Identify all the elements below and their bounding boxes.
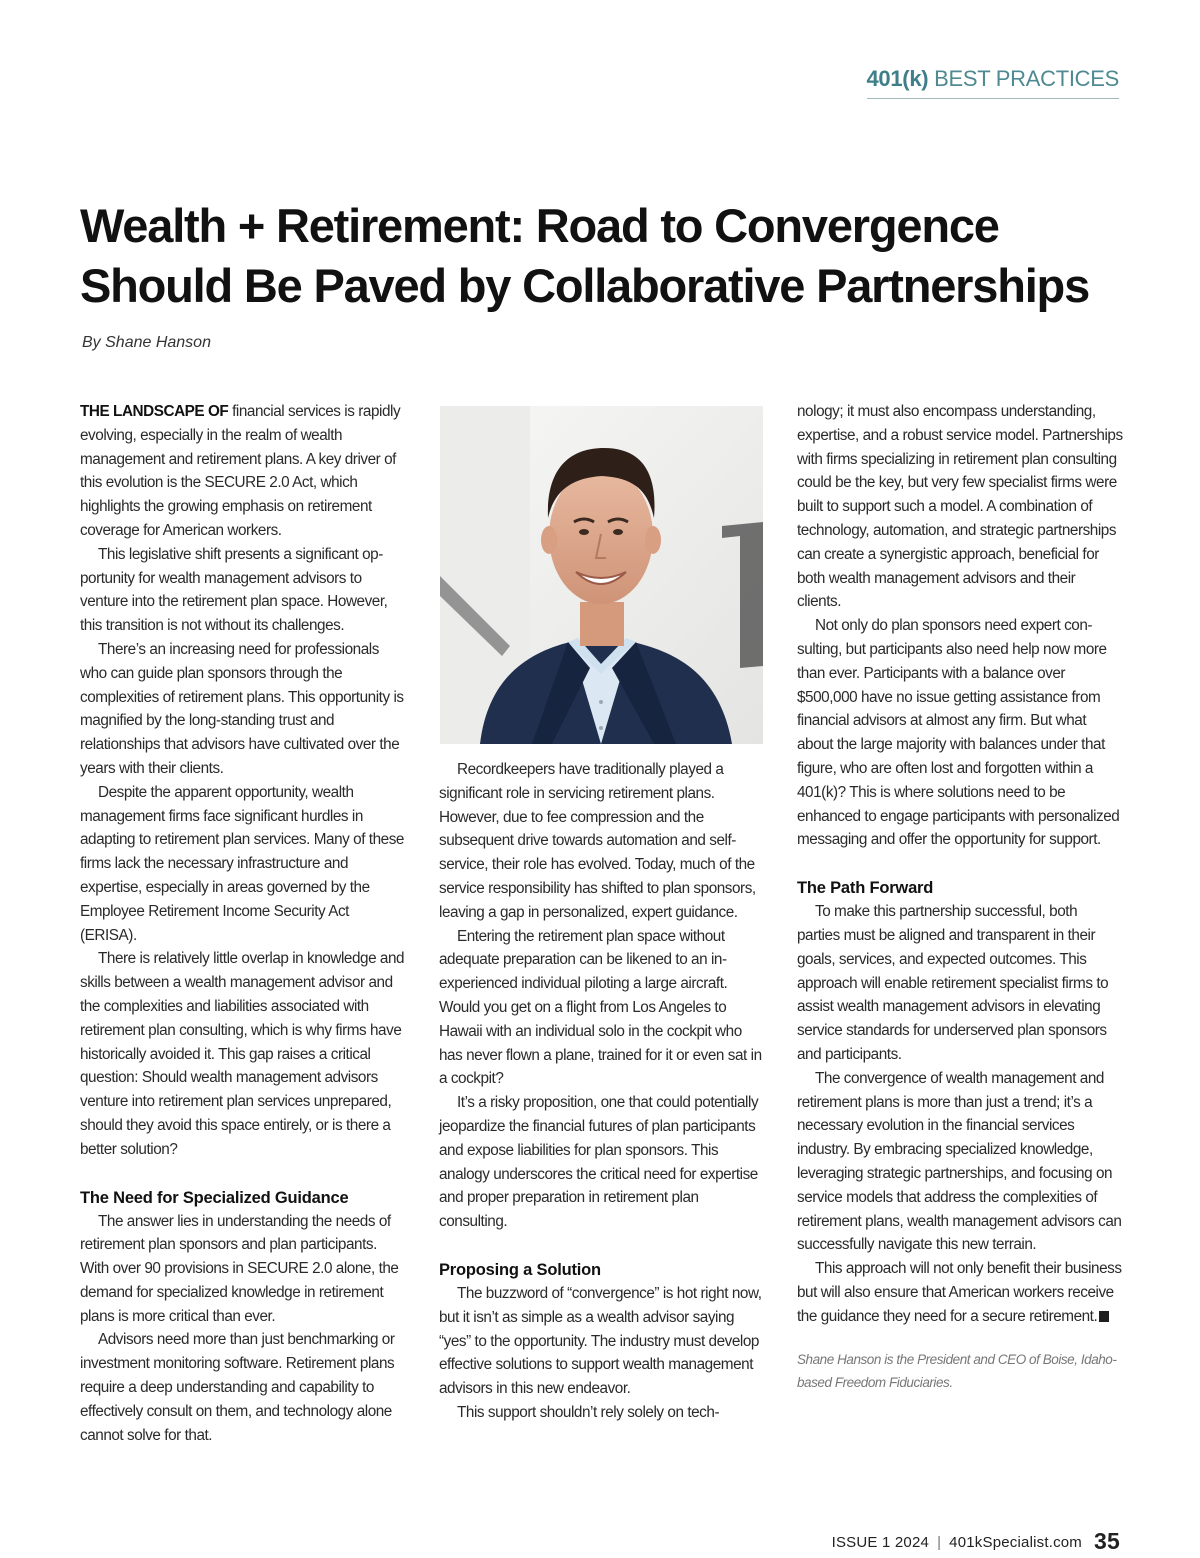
paragraph (797, 1257, 1123, 1328)
paragraph: Entering the retirement plan space without adequate preparation can be likened to an inexperienced individual piloting a large aircraft. Would you get on a flight from Los Angeles to Hawaii with an individual solo in the cockpit who has never flown a plane, trained for it or even sat in a cockpit? (439, 927, 762, 1088)
lead-caps: THE LANDSCAPE OF (80, 403, 229, 420)
issue-label: ISSUE 1 2024 (831, 1534, 930, 1551)
section-tag (867, 66, 1120, 99)
website-label: 401kSpecialist.com (949, 1534, 1083, 1551)
paragraph: Advisors need more than just benchmarking or investment monitoring software. Retirement plans require a deep understanding and capability to effectively consult on them, and technology alone cannot solve for that. (80, 1331, 395, 1444)
paragraph: The answer lies in understanding the needs of retirement plan sponsors and plan participants. With over 90 provisions in SECURE 2.0 alone, the demand for specialized knowledge in retirement plans is more critical than ever. (80, 1212, 399, 1325)
paragraph: There is relatively little overlap in knowledge and skills between a wealth management advisor and the complexities and liabilities associated with retirement plan consulting, which is why firms have historically avoided it. This gap raises a critical question: Should wealth management advisors venture into retirement plan services unprepared, should they avoid this space entirely, or is there a better solution? (80, 950, 405, 1158)
author-photo (440, 406, 763, 744)
subheading: Proposing a Solution (439, 1260, 601, 1279)
byline: By Shane Hanson (82, 334, 211, 351)
subheading: The Need for Specialized Guidance (80, 1188, 349, 1207)
paragraph (80, 400, 406, 543)
paragraph: The buzzword of “convergence” is hot right now, but it isn’t as simple as a wealth advisor saying “yes” to the opportunity. The industry must develop effective solutions to support wealth management advisors in this new endeavor. (439, 1284, 762, 1398)
paragraph: This support shouldn’t rely solely on tech- (457, 1403, 720, 1421)
section-tag-rest: BEST PRACTICES (928, 66, 1119, 91)
paragraph: The convergence of wealth management and retirement plans is more than just a trend; it’s a necessary evolution in the financial services industry. By embracing specialized knowledge, leveraging strategic partnerships, and focusing on service models that address the complexities of retirement plans, wealth management advisors can successfully navigate this new terrain. (797, 1069, 1122, 1254)
page-footer (832, 1528, 1120, 1555)
footer-separator: | (937, 1534, 942, 1551)
column-1 (80, 400, 406, 1447)
column-2 (439, 758, 765, 1425)
paragraph: There’s an increasing need for professionals who can guide plan sponsors through the complexities of retirement plans. This opportunity is magnified by the long-standing trust and relationships that advisors have cultivated over the years with their clients. (80, 640, 404, 777)
paragraph: Not only do plan sponsors need expert consulting, but participants also need help now more than ever. Participants with a balance over $500,000 have no issue getting assistance from financial advisors at almost any firm. But what about the large majority with balances under that figure, who are often lost and forgotten within a 401(k)? This is where solutions need to be enhanced to engage participants with personalized messaging and offer the opportunity for support. (797, 617, 1120, 849)
portrait-image (440, 406, 763, 744)
paragraph: nology; it must also encompass understanding, expertise, and a robust service model. Partnerships with firms specializing in retirement plan consulting could be the key, but very few specialist firms were built to support such a model. A combination of technology, automation, and strategic partnerships can create a synergistic approach, beneficial for both wealth management advisors and their clients. (797, 403, 1123, 611)
paragraph: To make this partnership successful, both parties must be aligned and transparent in their goals, services, and expected outcomes. This approach will enable retirement specialist firms to assist wealth management advisors in elevating service standards for underserved plan sponsors and participants. (797, 903, 1109, 1063)
page-number: 35 (1094, 1528, 1120, 1554)
lead-text: financial services is rapidly evolving, especially in the realm of wealth management and retirement plans. A key driver of this evolution is the SECURE 2.0 Act, which highlights the growing emphasis on retirement coverage for American workers. (80, 403, 401, 539)
paragraph: This legislative shift presents a significant opportunity for wealth management advisors to venture into the retirement plan space. However, this transition is not without its challenges. (80, 545, 388, 635)
end-mark-icon (1099, 1311, 1109, 1322)
author-bio: Shane Hanson is the President and CEO of Boise, Idaho-based Freedom Fiduciaries. (797, 1352, 1117, 1391)
subheading: The Path Forward (797, 879, 934, 898)
paragraph: Despite the apparent opportunity, wealth management firms face significant hurdles in adapting to retirement plan services. Many of these firms lack the necessary infrastructure and expertise, especially in areas governed by the Employee Retirement Income Security Act (ERISA). (80, 783, 404, 944)
paragraph: Recordkeepers have traditionally played a significant role in servicing retirement plans. However, due to fee compression and the subsequent drive towards automation and self-service, their role has evolved. Today, much of the service responsibility has shifted to plan sponsors, leaving a gap in personalized, expert guidance. (439, 761, 756, 921)
closing-text: This approach will not only benefit their business but will also ensure that American workers receive the guidance they need for a secure retirement. (797, 1260, 1122, 1325)
column-3 (797, 400, 1123, 1394)
article-headline: Wealth + Retirement: Road to Convergence Should Be Paved by Collaborative Partnerships (80, 199, 1090, 312)
paragraph: It’s a risky proposition, one that could potentially jeopardize the financial futures of plan participants and expose liabilities for plan sponsors. This analogy underscores the critical need for expertise and proper preparation in retirement plan consulting. (439, 1094, 759, 1231)
section-tag-bold: 401(k) (866, 66, 929, 91)
